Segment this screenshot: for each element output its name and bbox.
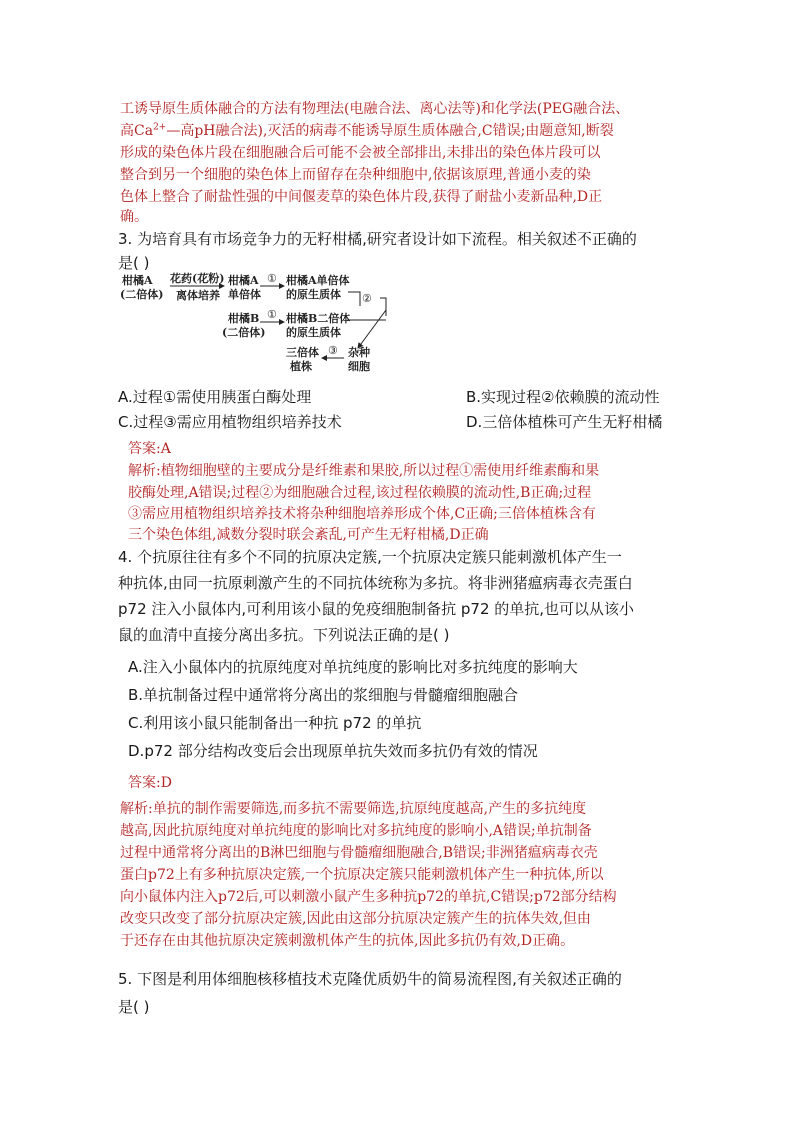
prev-explanation-line-5: 色体上整合了耐盐性强的中间偃麦草的染色体片段,获得了耐盐小麦新品种,D正 <box>120 189 603 205</box>
protoplast-b-sub: 的原生质体 <box>286 326 341 339</box>
question-4-stem-line-1: 4. 个抗原往往有多个不同的抗原决定簇,一个抗原决定簇只能刺激机体产生一 <box>118 548 622 566</box>
question-4-answer: 答案:D <box>128 775 172 791</box>
superscript: 2+ <box>153 122 167 133</box>
question-5-stem-line-2: 是( ) <box>118 998 150 1016</box>
protoplast-b-label: 柑橘B二倍体 <box>286 312 351 325</box>
question-3-explanation-line-2: 胶酶处理,A错误;过程②为细胞融合过程,该过程依赖膜的流动性,B正确;过程 <box>128 485 592 501</box>
question-3-option-c[interactable]: C.过程③需应用植物组织培养技术 <box>118 413 342 431</box>
hybrid-label: 杂种 <box>348 346 370 359</box>
question-3-explanation-line-4: 三个染色体组,减数分裂时联会紊乱,可产生无籽柑橘,D正确 <box>128 527 489 543</box>
question-4-stem-line-4: 鼠的血清中直接分离出多抗。下列说法正确的是( ) <box>118 626 450 644</box>
protoplast-a-label: 柑橘A单倍体 <box>286 274 350 287</box>
orange-a-diploid: (二倍体) <box>120 288 164 301</box>
question-4-explanation-line-6: 改变只改变了部分抗原决定簇,因此由这部分抗原决定簇产生的抗体失效,但由 <box>120 911 591 927</box>
question-4-option-c[interactable]: C.利用该小鼠只能制备出一种抗 p72 的单抗 <box>128 714 422 732</box>
orange-a-label: 柑橘A <box>122 274 153 287</box>
step-1b: ① <box>267 308 277 321</box>
question-4-explanation-line-3: 过程中通常将分离出的B淋巴细胞与骨髓瘤细胞融合,B错误;非洲猪瘟病毒衣壳 <box>120 845 598 861</box>
step-2: ② <box>362 292 372 305</box>
question-4-explanation-line-7: 于还存在由其他抗原决定簇刺激机体产生的抗体,因此多抗仍有效,D正确。 <box>120 933 575 949</box>
question-4-stem-line-3: p72 注入小鼠体内,可利用该小鼠的免疫细胞制备抗 p72 的单抗,也可以从该小 <box>118 600 635 618</box>
bracket-top <box>348 292 360 306</box>
question-3-stem-line-2: 是( ) <box>118 254 150 272</box>
protoplast-a-sub: 的原生质体 <box>286 288 341 301</box>
question-3-option-d[interactable]: D.三倍体植株可产生无籽柑橘 <box>466 413 663 431</box>
question-4-option-d[interactable]: D.p72 部分结构改变后会出现原单抗失效而多抗仍有效的情况 <box>128 742 538 760</box>
anther-label: 花药(花粉) <box>170 272 225 285</box>
question-4-stem-line-2: 种抗体,由同一抗原刺激产生的不同抗体统称为多抗。将非洲猪瘟病毒衣壳蛋白 <box>118 574 633 592</box>
prev-explanation-line-1: 工诱导原生质体融合的方法有物理法(电融合法、离心法等)和化学法(PEG融合法、 <box>120 101 630 117</box>
text-fragment: —高pH融合法),灭活的病毒不能诱导原生质体融合,C错误;由题意知,断裂 <box>166 123 614 139</box>
question-4-explanation-line-1: 解析:单抗的制作需要筛选,而多抗不需要筛选,抗原纯度越高,产生的多抗纯度 <box>120 801 587 817</box>
question-3-option-a[interactable]: A.过程①需使用胰蛋白酶处理 <box>118 388 312 406</box>
question-3-explanation-line-1: 解析:植物细胞壁的主要成分是纤维素和果胶,所以过程①需使用纤维素酶和果 <box>128 463 600 479</box>
question-3-explanation-line-3: ③需应用植物组织培养技术将杂种细胞培养形成个体,C正确;三倍体植株含有 <box>128 506 596 522</box>
step-3: ③ <box>328 344 338 357</box>
in-vitro-culture-label: 离体培养 <box>176 289 220 302</box>
question-3-answer: 答案:A <box>128 441 171 457</box>
orange-b-label: 柑橘B <box>228 312 260 325</box>
question-4-explanation-line-5: 向小鼠体内注入p72后,可以刺激小鼠产生多种抗p72的单抗,C错误;p72部分结构 <box>120 889 617 905</box>
prev-explanation-line-4: 整合到另一个细胞的染色体上而留存在杂种细胞中,依据该原理,普通小麦的染 <box>120 167 591 183</box>
haploid-a-sub: 单倍体 <box>228 288 261 301</box>
prev-explanation-line-6: 确。 <box>120 209 148 225</box>
haploid-a-label: 柑橘A <box>228 274 259 287</box>
text-fragment: 高Ca <box>120 123 154 139</box>
triploid-sub: 植株 <box>290 360 312 373</box>
question-3-stem-line-1: 3. 为培育具有市场竞争力的无籽柑橘,研究者设计如下流程。相关叙述不正确的 <box>118 230 637 248</box>
prev-explanation-line-2 <box>120 120 614 140</box>
step-1a: ① <box>267 272 277 285</box>
question-4-explanation-line-4: 蛋白p72上有多种抗原决定簇,一个抗原决定簇只能刺激机体产生一种抗体,所以 <box>120 867 604 883</box>
question-3-option-b[interactable]: B.实现过程②依赖膜的流动性 <box>466 388 660 406</box>
triploid-label: 三倍体 <box>286 346 319 359</box>
hybrid-sub: 细胞 <box>348 360 370 373</box>
question-4-option-a[interactable]: A.注入小鼠体内的抗原纯度对单抗纯度的影响比对多抗纯度的影响大 <box>128 658 578 676</box>
breeding-flow-diagram <box>120 270 410 374</box>
question-4-option-b[interactable]: B.单抗制备过程中通常将分离出的浆细胞与骨髓瘤细胞融合 <box>128 686 519 704</box>
prev-explanation-line-3: 形成的染色体片段在细胞融合后可能不会被全部排出,未排出的染色体片段可以 <box>120 145 601 161</box>
question-4-explanation-line-2: 越高,因此抗原纯度对单抗纯度的影响比对多抗纯度的影响小,A错误;单抗制备 <box>120 823 592 839</box>
question-5-stem-line-1: 5. 下图是利用体细胞核移植技术克隆优质奶牛的简易流程图,有关叙述正确的 <box>118 970 622 988</box>
orange-b-diploid: (二倍体) <box>222 326 266 339</box>
arrow-to-hybrid <box>358 310 386 348</box>
